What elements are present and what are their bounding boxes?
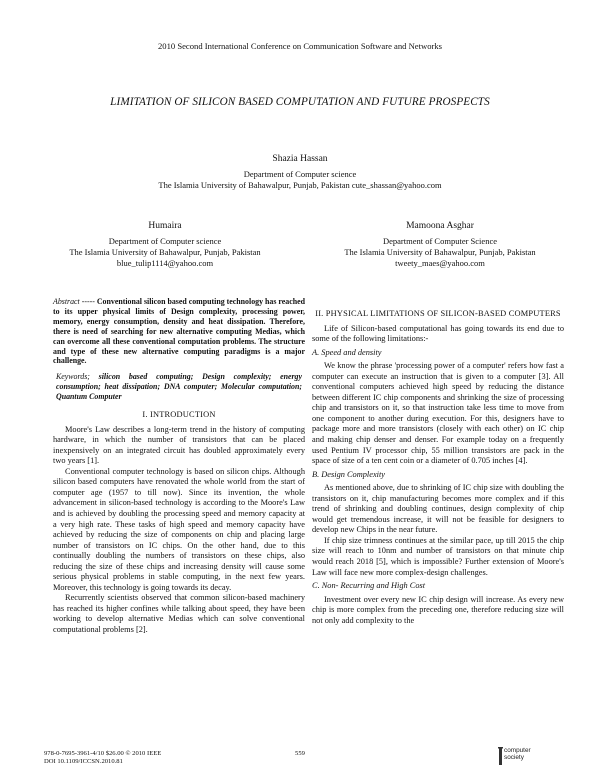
section-heading-physical-limitations: II. PHYSICAL LIMITATIONS OF SILICON-BASED COMPUTERS <box>315 309 561 318</box>
paragraph: Conventional computer technology is based on silicon chips. Although silicon based computers have renovated the whole world from the start of computer age (1957 to till now). Since its invention, the whole advancement in silicon-based technology is according to the Moore's Law and is achieved by doubling the processing speed and memory capacity at a very high rate. These tasks of high speed and memory capacity have achieved by reducing the size of components on chip and placing large number of transistors on IC chips. On the other hand, due to this continually doubling the numbers of transistors on these chips, also reducing the size of these chips and increasing density will cause some serious physical problems in stable computing, in the next few years. Moreover, this technology is going towards its decay. <box>53 466 305 592</box>
keywords-text: silicon based computing; Design complexity; energy consumption; heat dissipation; DNA computer; Molecular computation; Quantum Computer <box>56 372 302 402</box>
author-block-2 <box>40 221 290 269</box>
subsection-heading: B. Design Complexity <box>312 469 385 479</box>
paragraph: Moore's Law describes a long-term trend in the history of computing hardware, in which the number of transistors that can be placed inexpensively on an integrated circuit has doubled approximately every two years [1]. <box>53 424 305 466</box>
author-name: Shazia Hassan <box>272 154 328 164</box>
author-block-3 <box>315 221 565 269</box>
paragraph: As mentioned above, due to shrinking of IC chip size with doubling the transistors on it, chip manufacturing becomes more complex and if this trend of shrinking and doubling continues, design complexity of chip would get tremendous increase, it will not be feasible for designers to develop new Chips in the near future. <box>312 483 564 535</box>
author-name: Humaira <box>148 221 182 231</box>
subsection-heading: A. Speed and density <box>312 347 382 357</box>
paragraph: Life of Silicon-based computational has going towards its end due to some of the following limitations:- <box>312 323 564 344</box>
left-column <box>53 297 305 636</box>
author-name: Mamoona Asghar <box>406 221 474 231</box>
paragraph: We know the phrase 'processing power of a computer' refers how fast a computer can execute an instruction that is given to a computer [3]. All conventional computers achieved high speed by reducing the distance between different IC chip components and shrinking the size of processing chip and transistors on it, so that instruction take less time to move from one component to another during execution. For this, designers have to package more and more transistors (closely with each other) on IC chip and making chip denser and denser. For example today on a frequently used Pentium IV processor chip, 55 million transistors are pack in the space of size of a ten cent coin or a diameter of 0.705 inches [4]. <box>312 361 564 466</box>
conference-header: 2010 Second International Conference on Communication Software and Networks <box>158 41 442 51</box>
logo-text-line: society <box>504 753 524 761</box>
author-affiliation: Department of Computer science <box>108 236 222 246</box>
author-affiliation: The Islamia University of Bahawalpur, Punjab, Pakistan cute_shassan@yahoo.com <box>158 180 442 190</box>
right-column <box>312 309 564 626</box>
abstract-text: Conventional silicon based computing technology has reached to its upper physical limits of Design complexity, processing power, memory, energy consumption, density and heat dissipation. Therefore, there is need of searching for new alternative computing Medias, which can overcome all these conventional computation problems. The structure and type of these new alternative computing paradigms is a major challenge. <box>53 297 305 366</box>
keywords <box>53 372 305 402</box>
author-affiliation: The Islamia University of Bahawalpur, Punjab, Pakistan <box>69 247 261 257</box>
keywords-lead: Keywords; <box>56 372 90 382</box>
author-affiliation: The Islamia University of Bahawalpur, Punjab, Pakistan <box>344 247 536 257</box>
abstract <box>53 297 305 366</box>
subsection-heading: C. Non- Recurring and High Cost <box>312 581 426 591</box>
logo-text <box>504 748 531 761</box>
author-block-1 <box>100 154 500 191</box>
section-heading-introduction: I. INTRODUCTION <box>142 410 216 420</box>
footer-isbn: 978-0-7695-3961-4/10 $26.00 © 2010 IEEE <box>44 750 162 757</box>
author-email: blue_tulip1114@yahoo.com <box>116 258 214 268</box>
footer-doi: DOI 10.1109/ICCSN.2010.81 <box>44 758 123 766</box>
computer-society-logo <box>498 745 556 767</box>
author-email: tweety_maes@yahoo.com <box>395 258 485 268</box>
paragraph: Investment over every new IC chip design will increase. As every new chip is more complex from the preceding one, therefore reducing size will not only add complexity to the <box>312 594 564 625</box>
author-affiliation: Department of Computer science <box>243 169 357 179</box>
abstract-lead: Abstract ----- <box>53 297 95 306</box>
paper-title: LIMITATION OF SILICON BASED COMPUTATION AND FUTURE PROSPECTS <box>110 96 490 108</box>
paragraph: Recurrently scientists observed that common silicon-based machinery has reached its higher confines while talking about speed, they have been working to develop alternative Medias which can solve conventional computational problems [2]. <box>53 593 305 634</box>
author-affiliation: Department of Computer Science <box>382 236 497 246</box>
page-number: 559 <box>295 750 305 757</box>
logo-text-line: computer <box>504 747 531 754</box>
paragraph: If chip size trimness continues at the similar pace, up till 2015 the chip size will reach to 10nm and number of transistors on that minute chip would reach 2018 [5], which is impossible? Further extension of Moore's Law will face new more complex-design challenges. <box>312 535 564 577</box>
